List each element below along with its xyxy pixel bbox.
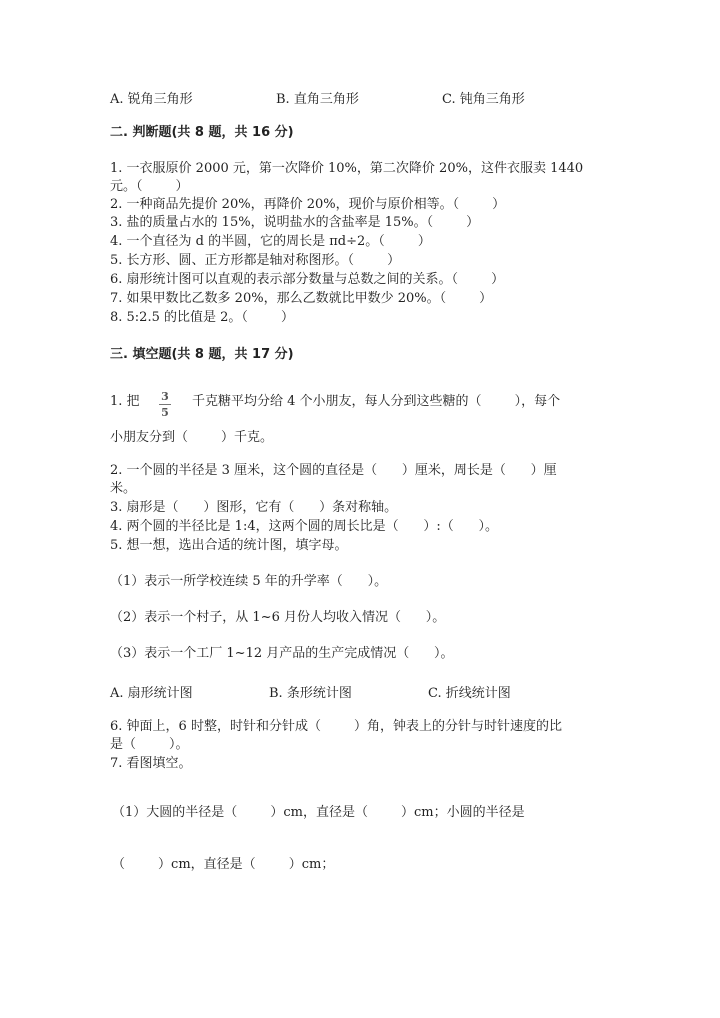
fill-item-2-cont: 米。 bbox=[110, 481, 137, 496]
judge-item-7: 7. 如果甲数比乙数多 20%，那么乙数就比甲数少 20%。（ ） bbox=[110, 291, 493, 306]
section2-heading: 二. 判断题(共 8 题，共 16 分) bbox=[110, 125, 294, 140]
fill-item-4: 4. 两个圆的半径比是 1:4，这两个圆的周长比是（ ）:（ ）。 bbox=[110, 519, 499, 534]
fill-item-7-sub-1: （1）大圆的半径是（ ）cm，直径是（ ）cm；小圆的半径是 bbox=[112, 805, 525, 820]
fraction-numerator: 3 bbox=[161, 390, 169, 403]
judge-item-8: 8. 5:2.5 的比值是 2。（ ） bbox=[110, 310, 294, 325]
fill-item-2: 2. 一个圆的半径是 3 厘米，这个圆的直径是（ ）厘米，周长是（ ）厘 bbox=[110, 463, 557, 478]
fill-item-6-cont: 是（ ）。 bbox=[110, 737, 189, 752]
option-b-bar-chart: B. 条形统计图 bbox=[269, 686, 352, 701]
fraction-bar bbox=[159, 404, 171, 405]
fill-item-3: 3. 扇形是（ ）图形，它有（ ）条对称轴。 bbox=[110, 500, 398, 515]
fill-item-1-text: 千克糖平均分给 4 个小朋友，每人分到这些糖的（ ），每个 bbox=[192, 394, 561, 409]
fraction-denominator: 5 bbox=[161, 406, 169, 419]
section3-heading: 三. 填空题(共 8 题，共 17 分) bbox=[110, 347, 294, 362]
fill-item-5-sub-2: （2）表示一个村子，从 1~6 月份人均收入情况（ ）。 bbox=[110, 610, 446, 625]
option-c-obtuse-triangle: C. 钝角三角形 bbox=[442, 92, 525, 107]
fill-item-7-sub-1-cont: （ ）cm，直径是（ ）cm； bbox=[112, 857, 335, 872]
judge-item-3: 3. 盐的质量占水的 15%，说明盐水的含盐率是 15%。（ ） bbox=[110, 215, 480, 230]
judge-item-1-cont: 元。（ ） bbox=[110, 179, 189, 194]
fill-item-1-prefix: 1. 把 bbox=[110, 394, 140, 409]
option-a-acute-triangle: A. 锐角三角形 bbox=[110, 92, 193, 107]
fill-item-5: 5. 想一想，选出合适的统计图，填字母。 bbox=[110, 538, 348, 553]
option-a-pie-chart: A. 扇形统计图 bbox=[110, 686, 193, 701]
judge-item-5: 5. 长方形、圆、正方形都是轴对称图形。（ ） bbox=[110, 253, 401, 268]
fill-item-6: 6. 钟面上，6 时整，时针和分针成（ ）角，钟表上的分针与时针速度的比 bbox=[110, 719, 562, 734]
fill-item-5-sub-3: （3）表示一个工厂 1~12 月产品的生产完成情况（ ）。 bbox=[110, 646, 454, 661]
judge-item-4: 4. 一个直径为 d 的半圆，它的周长是 πd÷2。（ ） bbox=[110, 234, 431, 249]
fill-item-5-sub-1: （1）表示一所学校连续 5 年的升学率（ ）。 bbox=[110, 574, 388, 589]
fill-item-7: 7. 看图填空。 bbox=[110, 756, 192, 771]
judge-item-6: 6. 扇形统计图可以直观的表示部分数量与总数之间的关系。（ ） bbox=[110, 272, 505, 287]
option-b-right-triangle: B. 直角三角形 bbox=[276, 92, 359, 107]
fill-item-1-line2: 小朋友分到（ ）千克。 bbox=[110, 430, 274, 445]
judge-item-2: 2. 一种商品先提价 20%，再降价 20%，现价与原价相等。（ ） bbox=[110, 197, 506, 212]
judge-item-1: 1. 一衣服原价 2000 元，第一次降价 10%，第二次降价 20%，这件衣服卖 1440 bbox=[110, 161, 584, 176]
option-c-line-chart: C. 折线统计图 bbox=[428, 686, 511, 701]
fraction-three-fifths bbox=[158, 390, 172, 419]
